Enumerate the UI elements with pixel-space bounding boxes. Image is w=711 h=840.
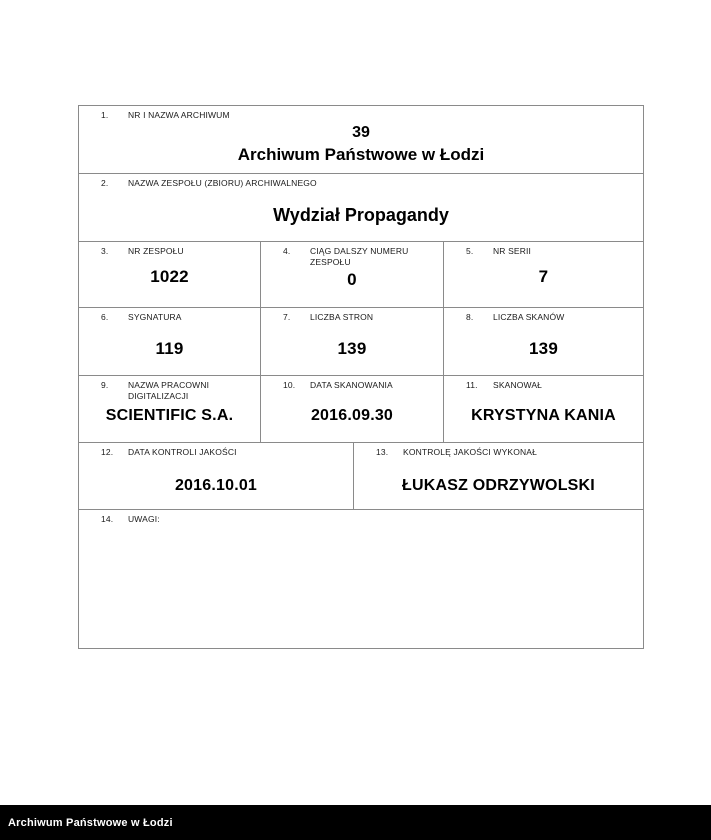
viewer-bottom-bar-title: Archiwum Państwowe w Łodzi xyxy=(8,816,173,829)
table-row-remarks xyxy=(79,510,643,647)
cell-fonds-name xyxy=(79,174,643,241)
field-label-fonds-number-cont xyxy=(267,246,437,268)
table-row-scanning xyxy=(79,376,643,443)
field-label-text: NAZWA PRACOWNI DIGITALIZACJI xyxy=(128,380,210,401)
field-value-scan-date: 2016.09.30 xyxy=(310,407,394,424)
field-label-lab-name xyxy=(85,380,254,402)
field-number: 10. xyxy=(283,380,296,390)
cell-archive xyxy=(79,106,643,173)
cell-qc-by xyxy=(354,443,643,509)
cell-scanned-by xyxy=(444,376,643,442)
field-label-signature xyxy=(85,312,254,323)
table-row-counts xyxy=(79,308,643,376)
field-number: 11. xyxy=(466,380,478,390)
table-row-numbers xyxy=(79,242,643,308)
field-label-qc-by xyxy=(360,447,637,458)
field-label-text: UWAGI: xyxy=(128,514,160,524)
field-label-text: LICZBA SKANÓW xyxy=(493,312,565,322)
field-number: 14. xyxy=(101,514,114,524)
cell-fonds-number-cont xyxy=(261,242,444,307)
field-label-text: SYGNATURA xyxy=(128,312,182,322)
field-number: 3. xyxy=(101,246,109,256)
field-value-archive xyxy=(85,122,637,166)
field-label-text: DATA KONTROLI JAKOŚCI xyxy=(128,447,237,457)
field-number: 5. xyxy=(466,246,474,256)
table-row-archive xyxy=(79,106,643,174)
field-number: 9. xyxy=(101,380,109,390)
cell-page-count xyxy=(261,308,444,375)
cell-lab-name xyxy=(79,376,261,442)
field-value-fonds-number: 1022 xyxy=(150,267,189,286)
field-value-scanned-by: KRYSTYNA KANIA xyxy=(471,407,616,424)
field-value-scan-count: 139 xyxy=(529,339,558,358)
scan-metadata-sheet xyxy=(78,105,644,649)
field-label-page-count xyxy=(267,312,437,323)
field-number: 1. xyxy=(101,110,109,120)
archive-number-value: 39 xyxy=(352,124,370,141)
field-value-qc-by: ŁUKASZ ODRZYWOLSKI xyxy=(402,477,595,494)
table-row-quality-control xyxy=(79,443,643,510)
field-label-fonds-number xyxy=(85,246,254,257)
field-label-scan-count xyxy=(450,312,637,323)
field-label-archive xyxy=(85,110,637,121)
cell-signature xyxy=(79,308,261,375)
field-value-fonds: Wydział Propagandy xyxy=(273,205,449,225)
field-number: 6. xyxy=(101,312,109,322)
field-value-qc-date: 2016.10.01 xyxy=(174,477,258,494)
viewer-bottom-bar xyxy=(0,805,711,840)
field-value-series-number: 7 xyxy=(538,267,549,286)
field-number: 13. xyxy=(376,447,389,457)
field-number: 12. xyxy=(101,447,114,457)
field-label-scan-date xyxy=(267,380,437,391)
field-label-scanned-by xyxy=(450,380,637,391)
field-value-page-count: 139 xyxy=(337,339,367,358)
field-label-text: DATA SKANOWANIA xyxy=(310,380,393,390)
field-label-text: SKANOWAŁ xyxy=(493,380,543,390)
cell-scan-date xyxy=(261,376,444,442)
cell-fonds-number xyxy=(79,242,261,307)
field-label-series-number xyxy=(450,246,637,257)
field-number: 4. xyxy=(283,246,291,256)
field-label-text: NR SERII xyxy=(493,246,532,256)
field-label-remarks xyxy=(85,514,637,525)
cell-scan-count xyxy=(444,308,643,375)
field-label-text: LICZBA STRON xyxy=(310,312,374,322)
field-label-text: CIĄG DALSZY NUMERU ZESPOŁU xyxy=(310,246,409,267)
field-label-text: NR ZESPOŁU xyxy=(128,246,184,256)
cell-series-number xyxy=(444,242,643,307)
field-label-text: NR I NAZWA ARCHIWUM xyxy=(128,110,230,120)
archive-name-value: Archiwum Państwowe w Łodzi xyxy=(237,145,485,164)
field-label-qc-date xyxy=(85,447,347,458)
field-number: 7. xyxy=(283,312,291,322)
field-value-fonds-number-cont: 0 xyxy=(347,270,357,289)
field-number: 2. xyxy=(101,178,109,188)
field-value-lab-name: SCIENTIFIC S.A. xyxy=(105,407,234,424)
field-label-fonds xyxy=(85,178,637,189)
cell-qc-date xyxy=(79,443,354,509)
field-label-text: KONTROLĘ JAKOŚCI WYKONAŁ xyxy=(403,447,537,457)
field-value-signature: 119 xyxy=(155,339,184,358)
cell-remarks xyxy=(79,510,643,647)
table-row-fonds xyxy=(79,174,643,242)
field-label-text: NAZWA ZESPOŁU (ZBIORU) ARCHIWALNEGO xyxy=(128,178,317,188)
field-number: 8. xyxy=(466,312,474,322)
